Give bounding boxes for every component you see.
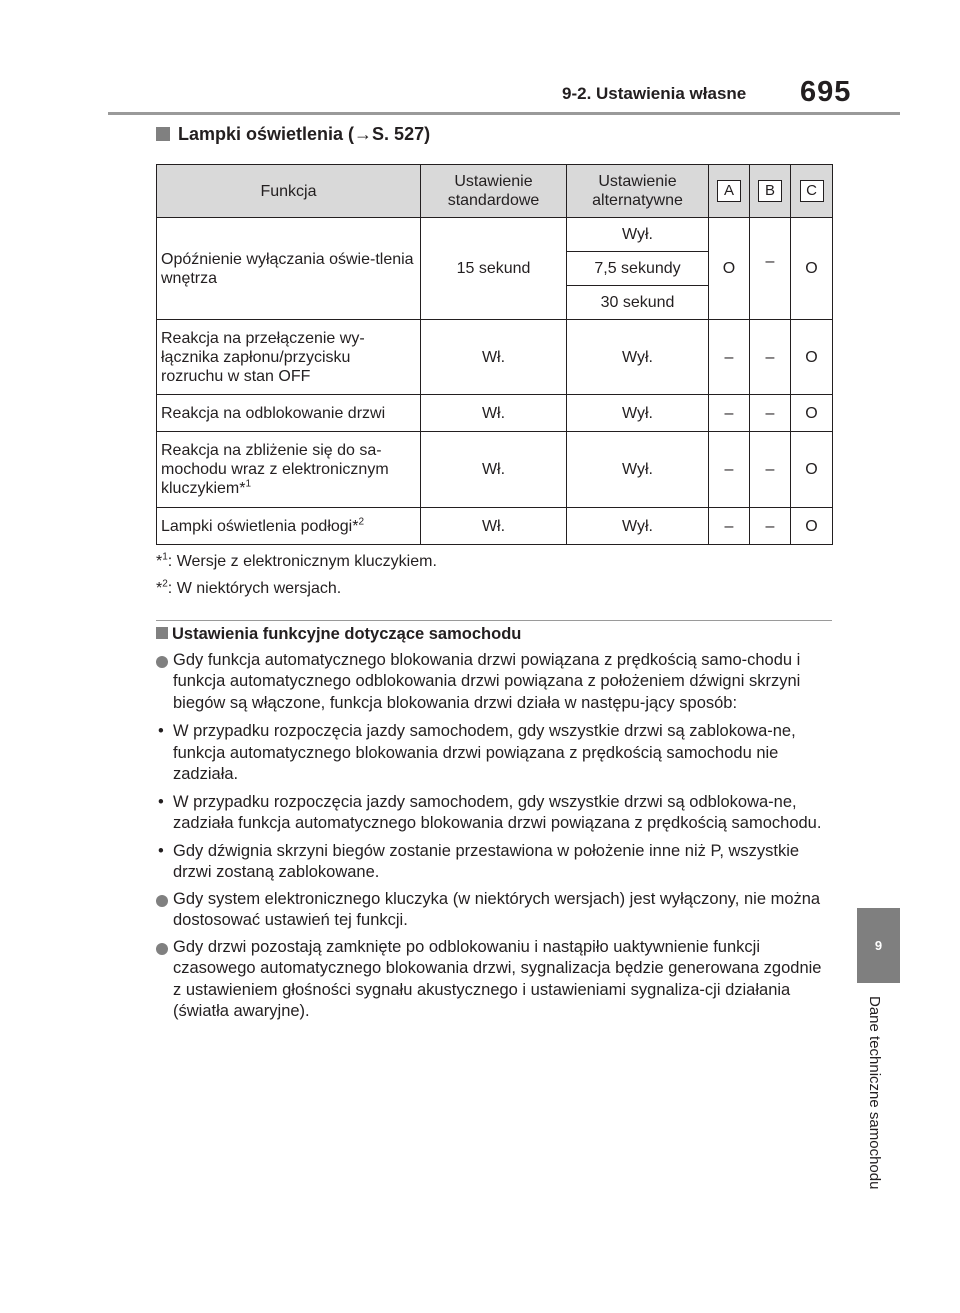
- functional-settings-section: [156, 624, 832, 1023]
- cell-function: Reakcja na odblokowanie drzwi: [157, 395, 421, 432]
- cell-b: –: [750, 432, 791, 508]
- table-row: [157, 218, 833, 252]
- cell-alternative: Wył.: [567, 320, 709, 395]
- settings-table: [156, 164, 833, 545]
- sub-bullet: [156, 841, 832, 884]
- section-subheading: [156, 624, 832, 646]
- heading-title: Lampki oświetlenia (: [178, 124, 355, 144]
- cell-b: –: [750, 218, 791, 320]
- cell-default: Wł.: [421, 320, 567, 395]
- section-heading: [156, 124, 430, 145]
- footnote-mark: 2: [358, 516, 365, 528]
- cell-default: 15 sekund: [421, 218, 567, 320]
- section-divider: [156, 620, 832, 621]
- sub-bullet-text: W przypadku rozpoczęcia jazdy samochodem, gdy wszystkie drzwi są zablokowa-ne, funkcja automatycznego blokowania drzwi powiązana z prędkością samochodu nie zadziała.: [173, 722, 796, 783]
- header-b: [750, 165, 791, 218]
- cell-a: –: [709, 508, 750, 545]
- list-item: [156, 937, 832, 1023]
- header-default: Ustawienie standardowe: [421, 165, 567, 218]
- header-alternative: Ustawienie alternatywne: [567, 165, 709, 218]
- cell-function: Reakcja na przełączenie wy-łącznika zapłonu/przycisku rozruchu w stan OFF: [157, 320, 421, 395]
- chapter-number: 9: [874, 938, 883, 953]
- cell-function-text: Reakcja na zbliżenie się do sa-mochodu wraz z elektronicznym kluczykiem*: [161, 442, 389, 497]
- sub-bullet-text: W przypadku rozpoczęcia jazdy samochodem, gdy wszystkie drzwi są odblokowa-ne, zadziała funkcja automatycznego blokowania drzwi powiązana z prędkością samochodu.: [173, 792, 822, 832]
- cell-a: –: [709, 395, 750, 432]
- cell-alternative: Wył.: [567, 218, 709, 252]
- item-text: Gdy system elektronicznego kluczyka (w niektórych wersjach) jest wyłączony, nie można dostosować ustawień tej funkcji.: [173, 889, 821, 929]
- round-bullet-icon: [156, 656, 168, 668]
- cell-b: –: [750, 508, 791, 545]
- footnote-text: : W niektórych wersjach.: [167, 580, 342, 597]
- footnote-asterisk: *: [156, 553, 163, 570]
- cell-c: O: [791, 395, 833, 432]
- chapter-tab: [857, 908, 900, 983]
- round-bullet-icon: [156, 943, 168, 955]
- page-number: 695: [800, 76, 852, 108]
- heading-ref: S. 527): [372, 124, 431, 144]
- footnote-text: : Wersje z elektronicznym kluczykiem.: [167, 553, 437, 570]
- cell-a: O: [709, 218, 750, 320]
- sub-bullet: [156, 792, 832, 835]
- cell-a: –: [709, 320, 750, 395]
- list-item: [156, 889, 832, 932]
- square-bullet-icon: [156, 127, 170, 141]
- subheading-text: Ustawienia funkcyjne dotyczące samochodu: [172, 625, 522, 643]
- table-row: [157, 320, 833, 395]
- header-c: [791, 165, 833, 218]
- cell-c: O: [791, 432, 833, 508]
- footnote-mark: 2: [162, 578, 168, 590]
- item-text: Gdy drzwi pozostają zamknięte po odblokowaniu i nastąpiło uaktywnienie funkcji czasowego automatycznego blokowania drzwi, sygnalizacja będzie generowana zgodnie z ustawieniem głośności sygnału akustycznego i ustawieniami sygnaliza-cji działania (światła awaryjne).: [173, 937, 822, 1020]
- table-row: [157, 508, 833, 545]
- footnote-mark: 1: [162, 551, 168, 563]
- cell-b: –: [750, 395, 791, 432]
- item-text: Gdy funkcja automatycznego blokowania drzwi powiązana z prędkością samo-chodu i funkcja automatycznego odblokowania drzwi powiązana z położeniem dźwigni skrzyni biegów są włączone, funkcja blokowania drzwi działa w następu-jący sposób:: [173, 650, 801, 712]
- arrow-right-icon: →: [354, 124, 373, 144]
- cell-function: [157, 508, 421, 545]
- sub-bullet-text: Gdy dźwignia skrzyni biegów zostanie przestawiona w położenie inne niż P, wszystkie drzwi zostaną zablokowane.: [173, 841, 800, 881]
- sub-bullet: [156, 721, 832, 786]
- cell-alternative: 30 sekund: [567, 286, 709, 320]
- badge-a: A: [717, 180, 741, 202]
- footnote: [156, 553, 437, 571]
- table-row: [157, 395, 833, 432]
- cell-alternative: 7,5 sekundy: [567, 252, 709, 286]
- cell-default: Wł.: [421, 432, 567, 508]
- header-rule: [108, 112, 900, 115]
- square-bullet-icon: [156, 627, 168, 639]
- cell-default: Wł.: [421, 508, 567, 545]
- cell-c: O: [791, 508, 833, 545]
- footnote-asterisk: *: [156, 580, 163, 597]
- table-header-row: [157, 165, 833, 218]
- cell-alternative: Wył.: [567, 395, 709, 432]
- bullet-dot-icon: •: [158, 792, 164, 811]
- cell-alternative: Wył.: [567, 432, 709, 508]
- cell-c: O: [791, 320, 833, 395]
- cell-alternative: Wył.: [567, 508, 709, 545]
- list-item: [156, 650, 832, 715]
- cell-function: Opóźnienie wyłączania oświe-tlenia wnętrza: [157, 218, 421, 320]
- cell-default: Wł.: [421, 395, 567, 432]
- cell-function: [157, 432, 421, 508]
- header-function: Funkcja: [157, 165, 421, 218]
- cell-function-text: Lampki oświetlenia podłogi*: [161, 517, 359, 535]
- footnote-mark: 1: [245, 478, 252, 490]
- header-a: [709, 165, 750, 218]
- cell-c: O: [791, 218, 833, 320]
- table-row: [157, 432, 833, 508]
- chapter-title: Dane techniczne samochodu: [866, 996, 883, 1190]
- round-bullet-icon: [156, 895, 168, 907]
- section-label: 9-2. Ustawienia własne: [562, 84, 747, 103]
- badge-b: B: [758, 180, 782, 202]
- bullet-dot-icon: •: [158, 841, 164, 860]
- cell-b: –: [750, 320, 791, 395]
- footnote: [156, 580, 341, 598]
- cell-a: –: [709, 432, 750, 508]
- badge-c: C: [800, 180, 824, 202]
- bullet-dot-icon: •: [158, 722, 164, 740]
